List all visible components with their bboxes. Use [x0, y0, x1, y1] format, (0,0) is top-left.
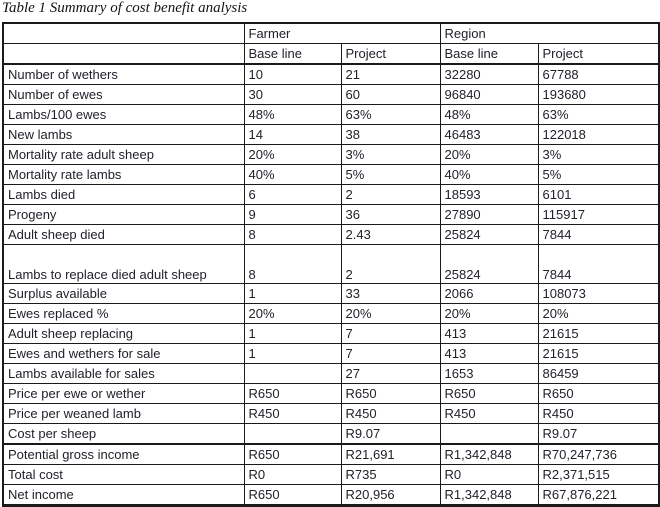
row-value: 20%	[538, 304, 659, 324]
row-value: 18593	[440, 185, 538, 205]
row-value	[244, 364, 341, 384]
row-value: R450	[538, 404, 659, 424]
row-value: 27890	[440, 205, 538, 225]
row-label: Lambs available for sales	[3, 364, 244, 384]
row-value: R450	[440, 404, 538, 424]
row-value: 32280	[440, 64, 538, 85]
row-value: 36	[341, 205, 440, 225]
row-value: 1	[244, 344, 341, 364]
row-label: Lambs/100 ewes	[3, 105, 244, 125]
row-label: Potential gross income	[3, 444, 244, 465]
row-value: 20%	[440, 304, 538, 324]
sub-header-region-project: Project	[538, 44, 659, 65]
row-value: 48%	[440, 105, 538, 125]
row-value: 8	[244, 225, 341, 245]
row-label: Progeny	[3, 205, 244, 225]
row-value: R9.07	[538, 424, 659, 445]
row-value: 40%	[244, 165, 341, 185]
table-row	[3, 344, 659, 364]
group-header-blank	[3, 23, 244, 44]
table-row	[3, 85, 659, 105]
row-value: 86459	[538, 364, 659, 384]
row-value: R735	[341, 465, 440, 485]
row-value	[244, 424, 341, 445]
row-value	[440, 424, 538, 445]
row-value: 413	[440, 344, 538, 364]
row-value: 10	[244, 64, 341, 85]
table-row	[3, 444, 659, 465]
row-value: 2	[341, 185, 440, 205]
table-row	[3, 304, 659, 324]
row-value: 7	[341, 344, 440, 364]
row-value: 63%	[341, 105, 440, 125]
row-label: Surplus available	[3, 284, 244, 304]
row-label: Number of wethers	[3, 64, 244, 85]
table-body	[3, 64, 659, 506]
row-value: R21,691	[341, 444, 440, 465]
row-label: Lambs to replace died adult sheep	[3, 245, 244, 284]
table-row	[3, 324, 659, 344]
table-row	[3, 145, 659, 165]
table-row	[3, 105, 659, 125]
row-label: Adult sheep replacing	[3, 324, 244, 344]
row-value: 108073	[538, 284, 659, 304]
row-value: 6101	[538, 185, 659, 205]
row-value: 3%	[538, 145, 659, 165]
row-value: 5%	[341, 165, 440, 185]
row-value: R67,876,221	[538, 485, 659, 506]
row-value: R20,956	[341, 485, 440, 506]
row-value: 5%	[538, 165, 659, 185]
row-value: 25824	[440, 245, 538, 284]
row-value: 2.43	[341, 225, 440, 245]
row-label: Lambs died	[3, 185, 244, 205]
sub-header-row	[3, 44, 659, 65]
row-value: 7	[341, 324, 440, 344]
table-row	[3, 424, 659, 445]
row-value: 2	[341, 245, 440, 284]
table-row	[3, 225, 659, 245]
row-value: 48%	[244, 105, 341, 125]
table-title: Table 1 Summary of cost benefit analysis	[2, 0, 248, 16]
row-value: 38	[341, 125, 440, 145]
row-label: Number of ewes	[3, 85, 244, 105]
row-value: R650	[244, 384, 341, 404]
row-value: 193680	[538, 85, 659, 105]
row-value: R0	[244, 465, 341, 485]
row-value: R1,342,848	[440, 485, 538, 506]
row-value: 20%	[341, 304, 440, 324]
row-value: 27	[341, 364, 440, 384]
row-label: Mortality rate lambs	[3, 165, 244, 185]
row-value: R450	[244, 404, 341, 424]
row-label: Cost per sheep	[3, 424, 244, 445]
row-value: 6	[244, 185, 341, 205]
row-value: 14	[244, 125, 341, 145]
row-value: 2066	[440, 284, 538, 304]
row-value: R650	[244, 485, 341, 506]
row-value: 96840	[440, 85, 538, 105]
row-value: R2,371,515	[538, 465, 659, 485]
sub-header-farmer-baseline: Base line	[244, 44, 341, 65]
table-row	[3, 165, 659, 185]
cost-benefit-table	[2, 22, 660, 507]
row-value: 122018	[538, 125, 659, 145]
table-row	[3, 245, 659, 284]
row-value: 25824	[440, 225, 538, 245]
table-row	[3, 125, 659, 145]
row-value: R650	[341, 384, 440, 404]
row-label: Total cost	[3, 465, 244, 485]
sub-header-farmer-project: Project	[341, 44, 440, 65]
row-value: 40%	[440, 165, 538, 185]
group-header-farmer: Farmer	[244, 23, 440, 44]
sub-header-region-baseline: Base line	[440, 44, 538, 65]
row-label: Ewes and wethers for sale	[3, 344, 244, 364]
row-value: 63%	[538, 105, 659, 125]
group-header-row	[3, 23, 659, 44]
table-row	[3, 465, 659, 485]
row-value: 21	[341, 64, 440, 85]
row-value: 20%	[244, 145, 341, 165]
row-value: R70,247,736	[538, 444, 659, 465]
table-row	[3, 485, 659, 506]
row-value: R0	[440, 465, 538, 485]
row-value: 1	[244, 284, 341, 304]
row-value: 7844	[538, 245, 659, 284]
row-value: 7844	[538, 225, 659, 245]
row-label: Adult sheep died	[3, 225, 244, 245]
row-value: 115917	[538, 205, 659, 225]
table-row	[3, 384, 659, 404]
row-value: 1	[244, 324, 341, 344]
row-value: 20%	[244, 304, 341, 324]
row-value: R9.07	[341, 424, 440, 445]
row-value: 20%	[440, 145, 538, 165]
row-label: Ewes replaced %	[3, 304, 244, 324]
sub-header-blank	[3, 44, 244, 65]
row-value: 3%	[341, 145, 440, 165]
row-label: Price per weaned lamb	[3, 404, 244, 424]
table-row	[3, 205, 659, 225]
row-value: R1,342,848	[440, 444, 538, 465]
row-value: 9	[244, 205, 341, 225]
row-value: 67788	[538, 64, 659, 85]
row-value: 413	[440, 324, 538, 344]
row-value: R450	[341, 404, 440, 424]
row-label: New lambs	[3, 125, 244, 145]
table-row	[3, 404, 659, 424]
row-value: R650	[244, 444, 341, 465]
row-value: 60	[341, 85, 440, 105]
row-value: 21615	[538, 324, 659, 344]
row-value: 21615	[538, 344, 659, 364]
table-row	[3, 64, 659, 85]
row-value: 8	[244, 245, 341, 284]
row-value: R650	[538, 384, 659, 404]
row-value: 1653	[440, 364, 538, 384]
row-label: Price per ewe or wether	[3, 384, 244, 404]
row-value: 33	[341, 284, 440, 304]
row-value: 46483	[440, 125, 538, 145]
group-header-region: Region	[440, 23, 659, 44]
table-row	[3, 364, 659, 384]
table-row	[3, 284, 659, 304]
row-value: 30	[244, 85, 341, 105]
row-label: Mortality rate adult sheep	[3, 145, 244, 165]
row-value: R650	[440, 384, 538, 404]
table-row	[3, 185, 659, 205]
row-label: Net income	[3, 485, 244, 506]
